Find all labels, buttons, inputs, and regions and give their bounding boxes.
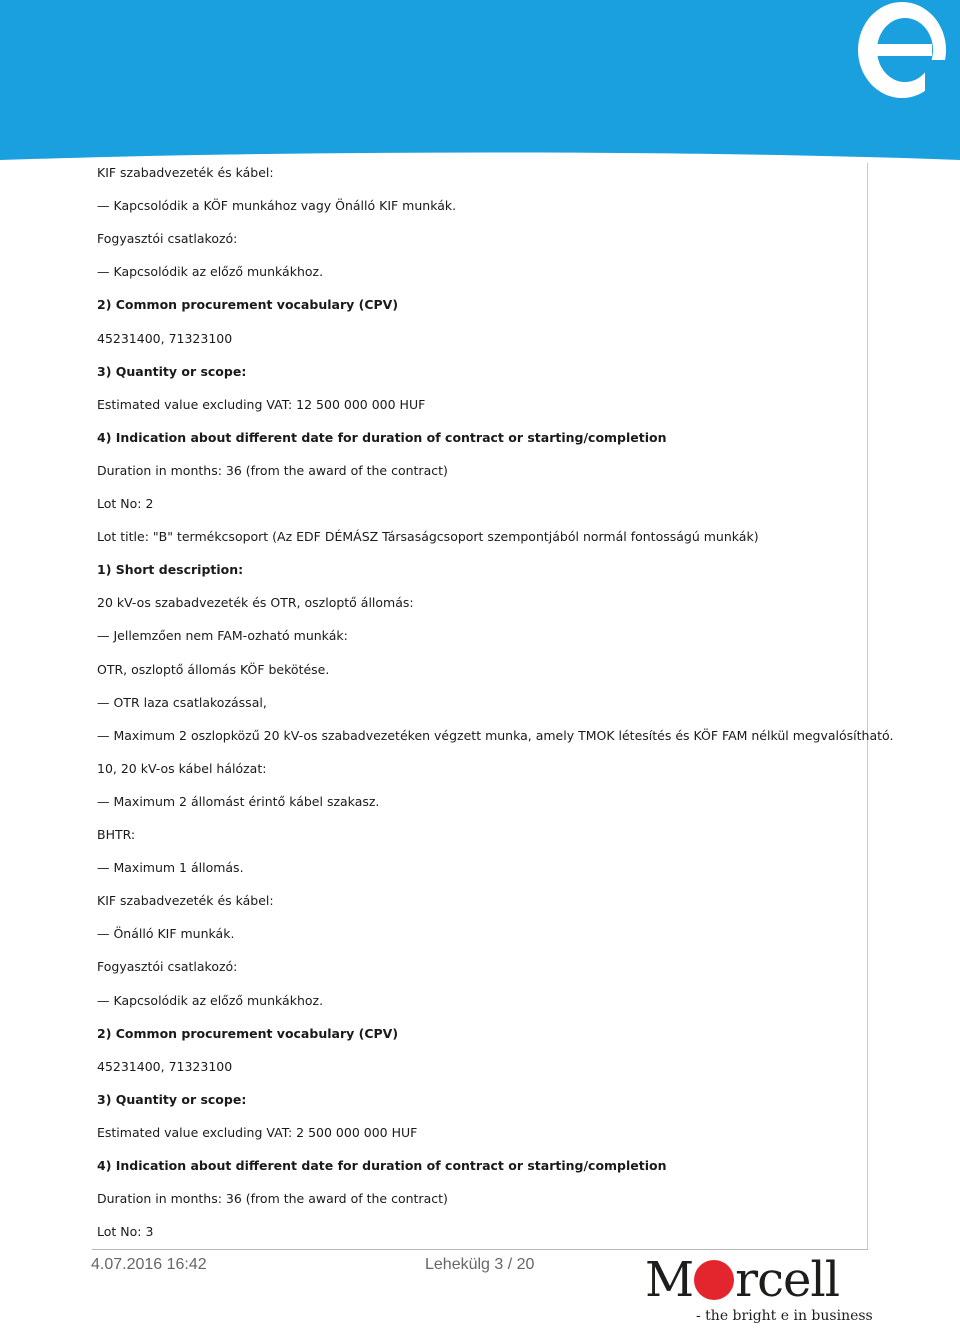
document-line: Fogyasztói csatlakozó: [97, 959, 238, 975]
document-line: — Maximum 1 állomás. [97, 860, 244, 876]
document-line: 1) Short description: [97, 562, 244, 578]
document-line: 3) Quantity or scope: [97, 363, 247, 379]
logo-tagline: - the bright e in business [696, 1308, 873, 1324]
footer-divider [92, 1249, 868, 1250]
logo-wordmark: M rcell [645, 1252, 840, 1308]
document-line: Lot No: 2 [97, 496, 154, 511]
footer-page-number: Lehekülg 3 / 20 [425, 1256, 535, 1273]
document-line: — Maximum 2 állomást érintő kábel szakasz. [97, 793, 380, 809]
document-line: 2) Common procurement vocabulary (CPV) [97, 1025, 399, 1041]
document-line: Duration in months: 36 (from the award of the contract) [97, 462, 448, 478]
document-line: Estimated value excluding VAT: 2 500 000 000 HUF [97, 1124, 418, 1140]
footer-date: 4.07.2016 16:42 [91, 1256, 207, 1273]
document-line: Duration in months: 36 (from the award of the contract) [97, 1191, 448, 1207]
document-line: Lot title: "B" termékcsoport (Az EDF DÉMÁSZ Társaságcsoport szempontjából normál fontosságú munkák) [97, 529, 759, 545]
logo-e-mark-icon [694, 1260, 734, 1300]
document-line: — Kapcsolódik az előző munkákhoz. [97, 264, 324, 280]
document-line: Estimated value excluding VAT: 12 500 000 000 HUF [97, 396, 426, 412]
document-line: 4) Indication about different date for duration of contract or starting/completion [97, 429, 667, 445]
document-line: 45231400, 71323100 [97, 330, 233, 346]
header-band [0, 0, 960, 160]
document-line: BHTR: [97, 827, 136, 842]
document-line: 45231400, 71323100 [97, 1058, 233, 1074]
document-line: — Maximum 2 oszlopközű 20 kV-os szabadvezetéken végzett munka, amely TMOK létesítés és KÖF FAM nélkül megvalósítható. [97, 727, 894, 743]
document-body [92, 163, 894, 1249]
document-line: 10, 20 kV-os kábel hálózat: [97, 760, 267, 776]
company-logo [640, 1252, 873, 1328]
document-line: KIF szabadvezeték és kábel: [97, 893, 274, 909]
document-line: 20 kV-os szabadvezeték és OTR, oszloptő állomás: [97, 595, 414, 611]
document-line: — Kapcsolódik az előző munkákhoz. [97, 992, 324, 1008]
document-line: 4) Indication about different date for duration of contract or starting/completion [97, 1158, 667, 1173]
document-line: KIF szabadvezeték és kábel: [97, 165, 274, 180]
document-line: — Önálló KIF munkák. [97, 926, 235, 942]
document-line: — Jellemzően nem FAM-ozható munkák: [97, 628, 348, 644]
document-line: 2) Common procurement vocabulary (CPV) [97, 297, 399, 313]
document-line: 3) Quantity or scope: [97, 1091, 247, 1107]
document-line: OTR, oszloptő állomás KÖF bekötése. [97, 661, 330, 677]
header-banner [0, 0, 960, 160]
document-line: Fogyasztói csatlakozó: [97, 231, 238, 247]
document-line: Lot No: 3 [97, 1224, 154, 1240]
document-line: — OTR laza csatlakozással, [97, 694, 267, 710]
document-line: — Kapcsolódik a KÖF munkához vagy Önálló KIF munkák. [97, 198, 457, 214]
